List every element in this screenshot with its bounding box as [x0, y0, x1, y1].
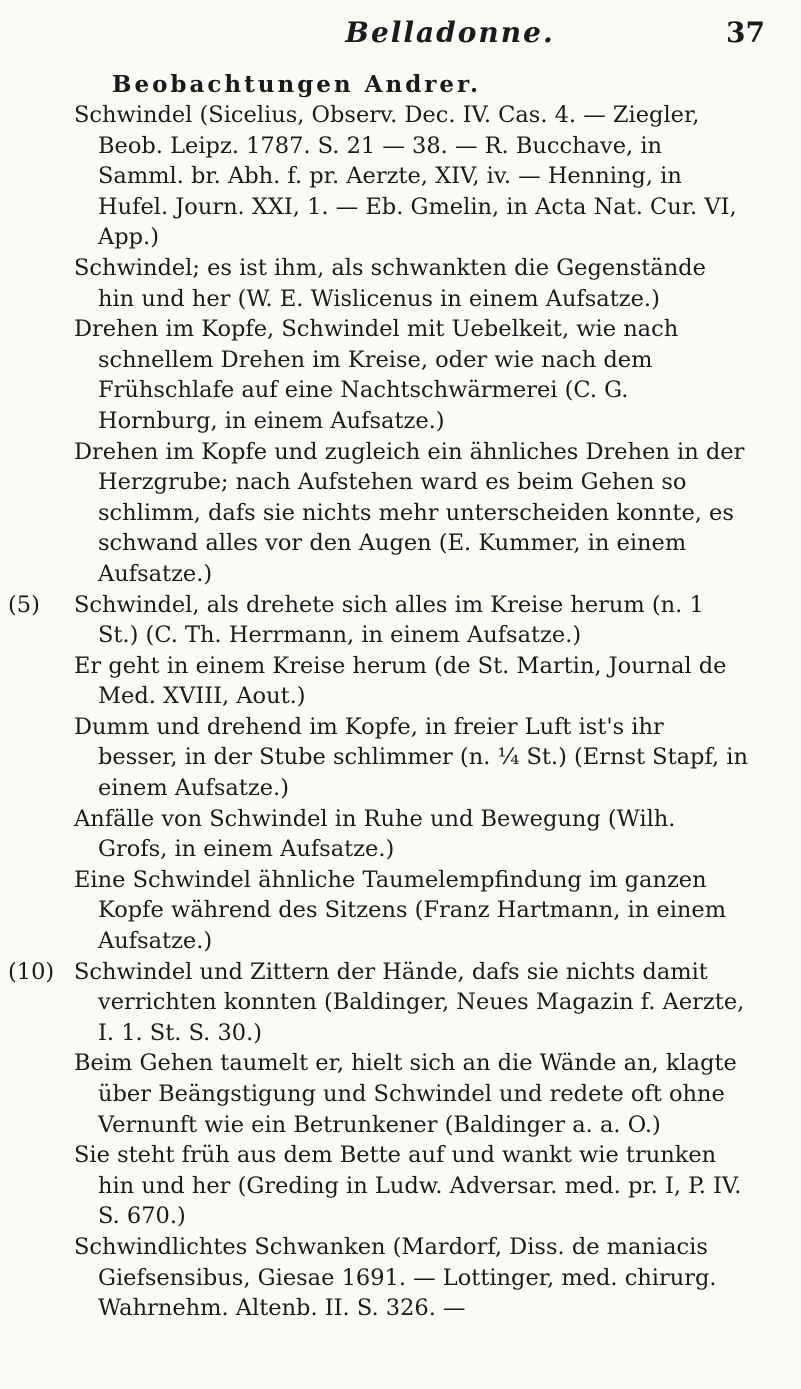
symptom-entry [0, 314, 748, 436]
entry-text: Drehen im Kopfe, Schwindel mit Uebelkeit, wie nach schnellem Drehen im Kreise, oder wie nach dem Frühschlafe auf eine Nachtschwärmerei (C. G. Hornburg, in einem Aufsatze.) [74, 316, 679, 434]
entry-text: Beim Gehen taumelt er, hielt sich an die Wände an, klagte über Beängstigung und Schwindel und redete oft ohne Vernunft wie ein Betrunkener (Baldinger a. a. O.) [74, 1050, 737, 1138]
entry-text: Schwindel (Sicelius, Observ. Dec. IV. Cas. 4. — Ziegler, Beob. Leipz. 1787. S. 21 — 38. — R. Bucchave, in Samml. br. Abh. f. pr. Aerzte, XIV, iv. — Henning, in Hufel. Journ. XXI, 1. — Eb. Gmelin, in Acta Nat. Cur. VI, App.) [74, 102, 737, 251]
entry-text: Anfälle von Schwindel in Ruhe und Bewegung (Wilh. Grofs, in einem Aufsatze.) [74, 805, 676, 863]
entry-text: Dumm und drehend im Kopfe, in freier Luft ist's ihr besser, in der Stube schlimmer (n. ¼ St.) (Ernst Stapf, in einem Aufsatze.) [74, 713, 748, 802]
running-title: Belladonne. [345, 16, 555, 49]
symptom-entry [0, 865, 748, 957]
symptom-entry [0, 1048, 748, 1140]
symptom-entry [0, 804, 748, 865]
symptom-entry [0, 712, 748, 804]
symptom-entry: (10) Schwindel und Zittern der Hände, dafs sie nichts damit verrichten konnten (Baldinger, Neues Magazin f. Aerzte, I. 1. St. S. 30.) [8, 958, 745, 1046]
symptom-entry [0, 1140, 748, 1232]
entry-text: Schwindel, als drehete sich alles im Kreise herum (n. 1 St.) (C. Th. Herrmann, in einem Aufsatze.) [74, 591, 704, 649]
page-header [0, 8, 801, 58]
entry-text: Schwindel; es ist ihm, als schwankten die Gegenstände hin und her (W. E. Wislicenus in einem Aufsatze.) [74, 254, 706, 312]
symptom-entry [0, 100, 748, 253]
entry-text: Er geht in einem Kreise herum (de St. Martin, Journal de Med. XVIII, Aout.) [74, 652, 727, 710]
symptom-entry: (5) Schwindel, als drehete sich alles im Kreise herum (n. 1 St.) (C. Th. Herrmann, in einem Aufsatze.) [8, 591, 704, 649]
entry-text: Schwindel und Zittern der Hände, dafs sie nichts damit verrichten konnten (Baldinger, Neues Magazin f. Aerzte, I. 1. St. S. 30.) [74, 958, 745, 1046]
symptom-entry [0, 253, 748, 314]
entry-text: Sie steht früh aus dem Bette auf und wankt wie trunken hin und her (Greding in Ludw. Adversar. med. pr. I, P. IV. S. 670.) [74, 1142, 742, 1230]
entry-text: Schwindlichtes Schwanken (Mardorf, Diss. de maniacis Giefsensibus, Giesae 1691. — Lottinger, med. chirurg. Wahrnehm. Altenb. II. S. 326. — [74, 1233, 717, 1322]
entry-text: Eine Schwindel ähnliche Taumelempfindung im ganzen Kopfe während des Sitzens (Franz Hartmann, in einem Aufsatze.) [74, 866, 727, 955]
symptom-entry [0, 1232, 748, 1324]
section-heading: Beobachtungen Andrer. [112, 71, 482, 98]
symptom-entry [0, 651, 748, 712]
entry-text: Drehen im Kopfe und zugleich ein ähnliches Drehen in der Herzgrube; nach Aufstehen ward es beim Gehen so schlimm, dafs sie nichts mehr unterscheiden konnte, es schwand alles vor den Augen (E. Kummer, in einem Aufsatze.) [74, 438, 745, 587]
symptom-entry [0, 437, 748, 590]
page-number: 37 [726, 16, 765, 49]
symptom-list [0, 100, 801, 1324]
